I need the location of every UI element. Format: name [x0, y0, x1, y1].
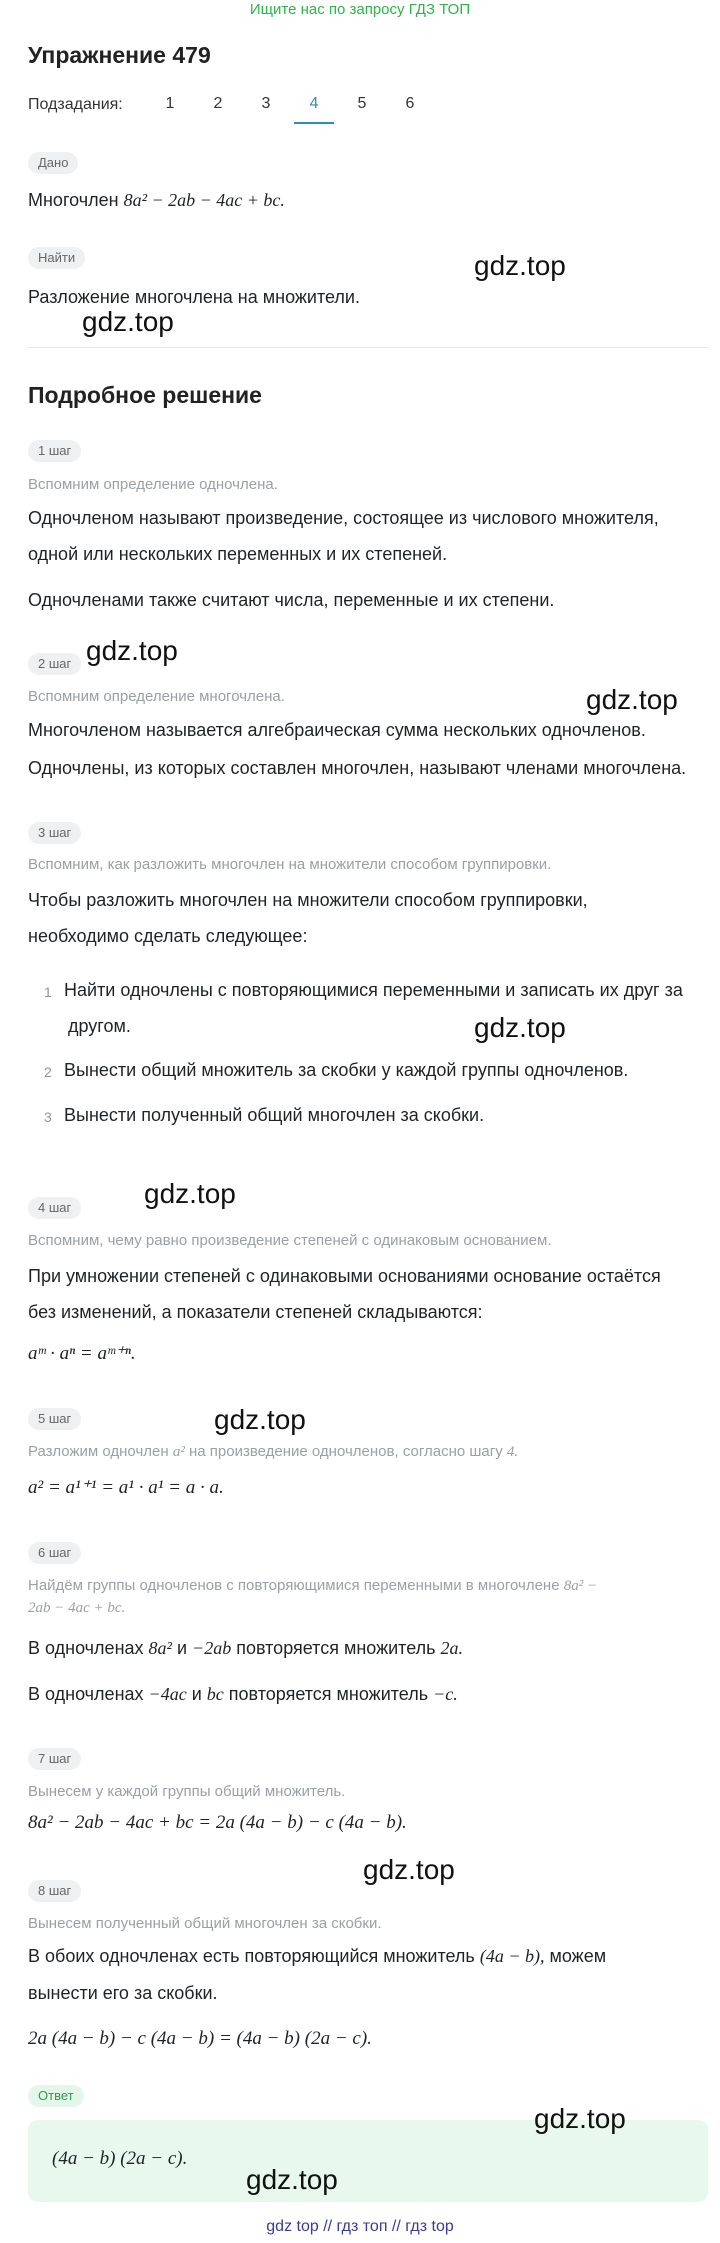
step-4-line-1: При умножении степеней с одинаковыми основаниями основание остаётся — [28, 1266, 661, 1286]
find-chip: Найти — [28, 247, 85, 269]
step-3-hint: Вспомним, как разложить многочлен на множители способом группировки. — [28, 856, 552, 873]
tab-subtask-3[interactable]: 3 — [261, 95, 271, 112]
step-4-formula: aᵐ · aⁿ = aᵐ⁺ⁿ. — [28, 1343, 136, 1364]
step-3-chip: 3 шаг — [28, 822, 81, 844]
footer-links[interactable]: gdz top // гдз топ // гдз top — [266, 2218, 454, 2235]
step-3-line-2: необходимо сделать следующее: — [28, 926, 308, 946]
given-label: Многочлен — [28, 190, 119, 210]
step-4-line-2: без изменений, а показатели степеней складываются: — [28, 1302, 483, 1322]
watermark-10: gdz.top — [246, 2164, 338, 2195]
step-1-line-1: Одночленом называют произведение, состоящее из числового множителя, — [28, 508, 659, 528]
step-8-line-1 — [28, 1946, 606, 1967]
step-7-formula: 8a² − 2ab − 4ac + bc = 2a (4a − b) − c (4a − b). — [28, 1812, 407, 1833]
list-item-2: Вынести общий множитель за скобки у каждой группы одночленов. — [64, 1060, 629, 1080]
step-8-line-2: вынести его за скобки. — [28, 1983, 218, 2003]
watermark-4: gdz.top — [586, 684, 678, 715]
step-6-chip: 6 шаг — [28, 1542, 81, 1564]
step-8-l1-b: можем — [549, 1946, 607, 1966]
given-text — [28, 190, 285, 211]
find-text: Разложение многочлена на множители. — [28, 287, 360, 307]
step-5-hint-a: Разложим одночлен — [28, 1443, 169, 1460]
step-6-l2-c: повторяется множитель — [228, 1684, 429, 1704]
step-7-chip: 7 шаг — [28, 1748, 81, 1770]
step-1-line-3: Одночленами также считают числа, переменные и их степени. — [28, 590, 555, 610]
step-5-hint-b: на произведение одночленов, согласно шагу — [188, 1443, 503, 1460]
step-5-hint-c: 4. — [506, 1444, 519, 1460]
list-item-1-line-2: другом. — [68, 1016, 131, 1036]
list-number-2: 2 — [44, 1064, 52, 1080]
step-7-hint: Вынесем у каждой группы общий множитель. — [28, 1783, 346, 1800]
tab-subtask-1[interactable]: 1 — [165, 95, 175, 112]
step-5-hint — [28, 1443, 518, 1461]
step-8-chip: 8 шаг — [28, 1880, 81, 1902]
given-expression: 8a² − 2ab − 4ac + bc. — [123, 190, 285, 210]
step-6-l2-e2: bc — [206, 1684, 224, 1704]
step-5-formula: a² = a¹⁺¹ = a¹ · a¹ = a · a. — [28, 1477, 224, 1498]
step-6-l1-e3: 2a. — [440, 1638, 464, 1658]
step-6-hint-line-1 — [28, 1577, 597, 1595]
subtasks-label: Подзадания: — [28, 96, 123, 113]
step-6-l2-e1: −4ac — [148, 1684, 187, 1704]
list-number-3: 3 — [44, 1109, 52, 1125]
top-banner: Ищите нас по запросу ГДЗ ТОП — [249, 1, 471, 18]
step-2-line-2: Одночлены, из которых составлен многочлен, называют членами многочлена. — [28, 758, 687, 778]
step-5-hint-expr: a² — [172, 1444, 185, 1460]
watermark-2: gdz.top — [82, 306, 174, 337]
watermark-9: gdz.top — [534, 2103, 626, 2134]
step-2-chip: 2 шаг — [28, 653, 81, 675]
step-6-l1-e1: 8a² — [148, 1638, 172, 1658]
step-8-hint: Вынесем полученный общий многочлен за скобки. — [28, 1915, 382, 1932]
tab-subtask-4[interactable]: 4 — [294, 94, 334, 124]
step-1-chip: 1 шаг — [28, 440, 81, 462]
step-2-hint: Вспомним определение многочлена. — [28, 688, 285, 705]
divider — [28, 347, 708, 348]
step-6-line-1 — [28, 1638, 463, 1659]
step-6-l2-e3: −c. — [433, 1684, 458, 1704]
step-6-line-2 — [28, 1684, 458, 1705]
step-6-hint-a: Найдём группы одночленов с повторяющимися переменными в многочлене — [28, 1577, 560, 1594]
step-3-line-1: Чтобы разложить многочлен на множители способом группировки, — [28, 890, 588, 910]
step-2-line-1: Многочленом называется алгебраическая сумма нескольких одночленов. — [28, 720, 646, 740]
step-6-l1-e2: −2ab — [192, 1638, 232, 1658]
step-6-hint-expr-2: 2ab − 4ac + bc. — [28, 1600, 126, 1616]
step-5-chip: 5 шаг — [28, 1408, 81, 1430]
tab-subtask-2[interactable]: 2 — [213, 95, 223, 112]
step-8-l1-e: (4a − b), — [479, 1946, 545, 1966]
step-6-l1-c: повторяется множитель — [236, 1638, 436, 1658]
step-6-hint-expr-1: 8a² − — [563, 1578, 598, 1594]
watermark-3: gdz.top — [86, 635, 178, 666]
step-6-l2-a: В одночленах — [28, 1684, 144, 1704]
tab-subtask-6[interactable]: 6 — [405, 95, 415, 112]
watermark-5: gdz.top — [474, 1012, 566, 1043]
list-number-1: 1 — [44, 984, 52, 1000]
step-4-hint: Вспомним, чему равно произведение степеней с одинаковым основанием. — [28, 1232, 552, 1249]
step-4-chip: 4 шаг — [28, 1197, 81, 1219]
list-item-1-line-1: Найти одночлены с повторяющимися переменными и записать их друг за — [64, 980, 683, 1000]
step-1-hint: Вспомним определение одночлена. — [28, 476, 278, 493]
step-6-l1-a: В одночленах — [28, 1638, 144, 1658]
tab-subtask-5[interactable]: 5 — [357, 95, 367, 112]
step-1-line-2: одной или нескольких переменных и их степеней. — [28, 544, 448, 564]
answer-expression: (4a − b) (2a − c). — [52, 2148, 188, 2169]
page-title: Упражнение 479 — [28, 42, 211, 68]
watermark-6: gdz.top — [144, 1178, 236, 1209]
watermark-7: gdz.top — [214, 1404, 306, 1435]
answer-chip: Ответ — [28, 2085, 84, 2107]
list-item-3: Вынести полученный общий многочлен за скобки. — [64, 1105, 485, 1125]
step-6-l2-b: и — [191, 1684, 202, 1704]
step-6-l1-b: и — [176, 1638, 188, 1658]
step-8-l1-a: В обоих одночленах есть повторяющийся множитель — [28, 1946, 475, 1966]
watermark-1: gdz.top — [474, 250, 566, 281]
step-8-formula: 2a (4a − b) − c (4a − b) = (4a − b) (2a − c). — [28, 2028, 372, 2049]
watermark-8: gdz.top — [363, 1854, 455, 1885]
given-chip: Дано — [28, 152, 78, 174]
solution-title: Подробное решение — [28, 382, 262, 408]
